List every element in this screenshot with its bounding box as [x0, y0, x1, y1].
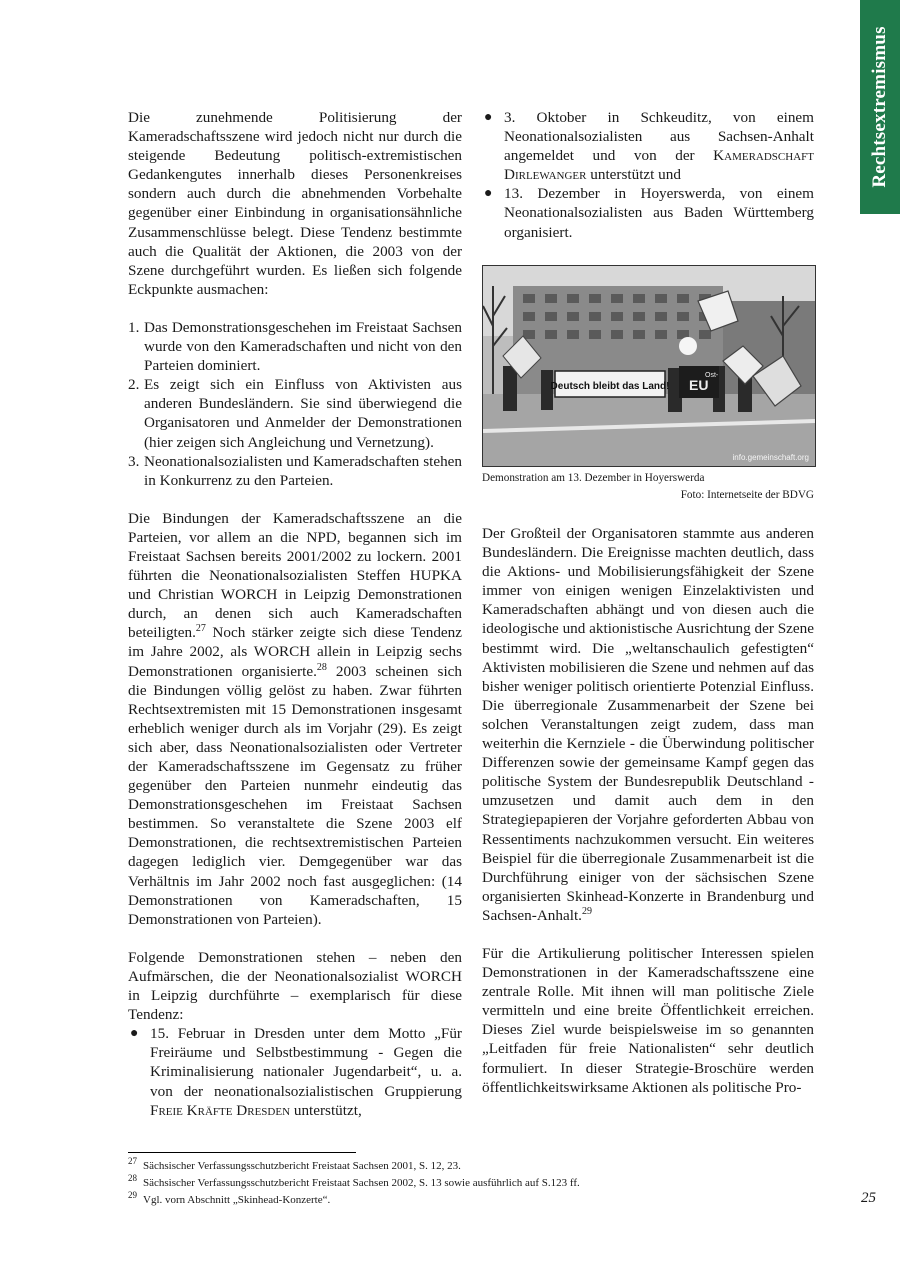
photo-credit: Foto: Internetseite der BDVG: [680, 489, 814, 501]
list-item: 1. Das Demonstrationsgeschehen im Freistaat Sachsen wurde von den Kameradschaften und nicht von den Parteien dominiert.: [128, 318, 462, 375]
list-item: ● 15. Februar in Dresden unter dem Motto „Für Freiräume und Selbstbestimmung - Gegen die Kriminalisierung nationaler Jugendarbeit“, u. a. von der neonationalsozialistischen Gruppierung Freie Kräfte Dresden unterstützt,: [130, 1025, 462, 1119]
footnote-ref-28[interactable]: 28: [316, 661, 327, 673]
list-item: ● 13. Dezember in Hoyerswerda, von einem Neonationalsozialisten aus Baden Württemberg organisiert.: [484, 185, 814, 241]
articulation-paragraph: Für die Artikulierung politischer Interessen spielen Demonstrationen in der Kameradschaftsszene eine zentrale Rolle. Mit ihnen will man politische Ziele vermitteln und eine breite Öffentlichkeit erreichen. Dieses Ziel wurde beispielsweise im so genannten „Leitfaden für freie Nationalisten“ sehr deutlich formuliert. In dieser Strategie-Broschüre werden öffentlichkeitswirksame Aktionen als politische Pro-: [482, 944, 814, 1096]
photo-caption: [482, 470, 814, 504]
bullet-icon: ●: [484, 186, 493, 202]
caption-text: Demonstration am 13. Dezember in Hoyerswerda: [482, 472, 705, 484]
demonstrations-intro: Folgende Demonstrationen stehen – neben den Aufmärschen, die der Neonationalsozialist WORCH in Leipzig durchführte – exemplarisch für diese Tendenz:: [128, 948, 462, 1024]
list-item: 3. Neonationalsozialisten und Kameradschaften stehen in Konkurrenz zu den Parteien.: [128, 452, 462, 489]
demonstration-photo: [482, 265, 816, 467]
list-item: ● 3. Oktober in Schkeuditz, von einem Neonationalsozialisten aus Sachsen-Anhalt angemeldet und von der Kameradschaft Dirlewanger unterstützt und: [484, 109, 814, 184]
list-item: 2. Es zeigt sich ein Einfluss von Aktivisten aus anderen Bundesländern. Sie sind überwiegend die Organisatoren und Anmelder der Demonstrationen (hier zeigen sich Angleichung und Vernetzung).: [128, 376, 462, 451]
party-bindings-paragraph: Die Bindungen der Kameradschaftsszene an die Parteien, vor allem an die NPD, begannen sich im Freistaat Sachsen bereits 2001/2002 zu lockern. 2001 führten die Neonationalsozialisten Steffen HUPKA und Christian WORCH in Leipzig Demonstrationen durch, an denen sich auch Kameradschaften beteiligten.$^{27}$ Noch stärker zeigte sich diese Tendenz im Jahre 2002, als WORCH allein in Leipzig sechs Demonstrationen organisierte.$^{28}$ 2003 scheinen sich die Bindungen völlig gelöst zu haben. Zwar führten Rechtsextremisten mit 15 Demonstrationen insgesamt erheblich weniger durch als im Vorjahr (29). Es zeigt sich aber, dass Neonationalsozialisten oder Vertreter der Kameradschaftsszene im Gegensatz zu früher gegenüber den Parteien nunmehr eindeutig das Demonstrationsgeschehen im Freistaat Sachsen bestimmen. So veranstaltete die Szene 2003 elf Demonstrationen, die rechtsextremistischen Parteien dagegen lediglich vier. Demgegenüber war das Verhältnis im Jahr 2002 noch fast ausgeglichen: (14 Demonstrationen von Kameradschaften, 15 Demonstrationen von Parteien).: [128, 509, 463, 928]
demonstration-list: [128, 1024, 462, 1119]
photo-sign-eu: EU: [689, 377, 709, 393]
key-points-list: [128, 318, 462, 490]
footnote: $^{29}$ Vgl. vorn Abschnitt „Skinhead-Konzerte“.: [128, 1190, 331, 1206]
photo-banner-text: Deutsch bleibt das Land!: [550, 381, 670, 392]
footnote: $^{28}$ Sächsischer Verfassungsschutzbericht Freistaat Sachsen 2002, S. 13 sowie ausführlich auf S.123 ff.: [128, 1173, 580, 1189]
footnote-ref-29[interactable]: 29: [581, 905, 592, 917]
right-column-top: [482, 108, 814, 242]
left-column: [128, 108, 462, 1120]
footnote-ref-27[interactable]: 27: [195, 623, 206, 635]
demonstration-list-continued: [482, 108, 814, 242]
section-tab: [860, 0, 900, 214]
right-column-bottom: [482, 524, 814, 1097]
footnote: $^{27}$ Sächsischer Verfassungsschutzbericht Freistaat Sachsen 2001, S. 12, 23.: [128, 1156, 461, 1172]
photo-watermark: info.gemeinschaft.org: [732, 453, 809, 462]
photo-illustration: [483, 266, 815, 466]
footnote-divider: [128, 1152, 356, 1153]
photo-sign-ost: Ost-: [705, 372, 719, 379]
bullet-icon: ●: [484, 110, 493, 125]
section-tab-label: Rechtsextremismus: [869, 26, 890, 188]
intro-paragraph: Die zunehmende Politisierung der Kameradschaftsszene wird jedoch nicht nur durch die steigende Bedeutung politisch-extremistischen Gedankengutes innerhalb dieses Personenkreises sondern auch durch die abnehmenden Vorbehalte gegenüber einer Einbindung in organisationsähnliche Zusammenschlüsse belegt. Diese Tendenz bestimmte auch die Qualität der Aktionen, die 2003 von der Szene durchgeführt wurden. Es ließen sich folgende Eckpunkte ausmachen:: [128, 109, 462, 298]
page-number: 25: [861, 1190, 876, 1206]
organizers-paragraph: Der Großteil der Organisatoren stammte aus anderen Bundesländern. Die Ereignisse machten deutlich, dass die Aktions- und Mobilisierungsfähigkeit der Szene immer von einigen wenigen Einzelaktivisten und Kameradschaften abhängt und von diesen auch die ideologische und aktionistische Ausrichtung der Szene bestimmt wird. Die „weltanschaulich gefestigten“ Aktivisten mobilisieren die Szene und nehmen auf das bisher weniger politisch orientierte Potenzial Einfluss. Die überregionale Zusammenarbeit der Szene bei solchen Veranstaltungen zeigt zudem, dass man weiterhin die Kernziele - die Überwindung politischer Differenzen sowie der gemeinsame Kampf gegen das politische System der Bundesrepublik Deutschland - umzusetzen und damit auch dem in den Strategiepapieren der Vorjahre geforderten Abbau von Ressentiments nachzukommen versucht. Ein weiteres Beispiel für die überregionale Zusammenarbeit ist die Durchführung einiger von der sächsischen Szene organisierten Skinhead-Konzerte in Brandenburg und Sachsen-Anhalt.$^{29}$: [482, 525, 814, 924]
bullet-icon: ●: [130, 1026, 139, 1042]
footnotes: [128, 1158, 580, 1209]
